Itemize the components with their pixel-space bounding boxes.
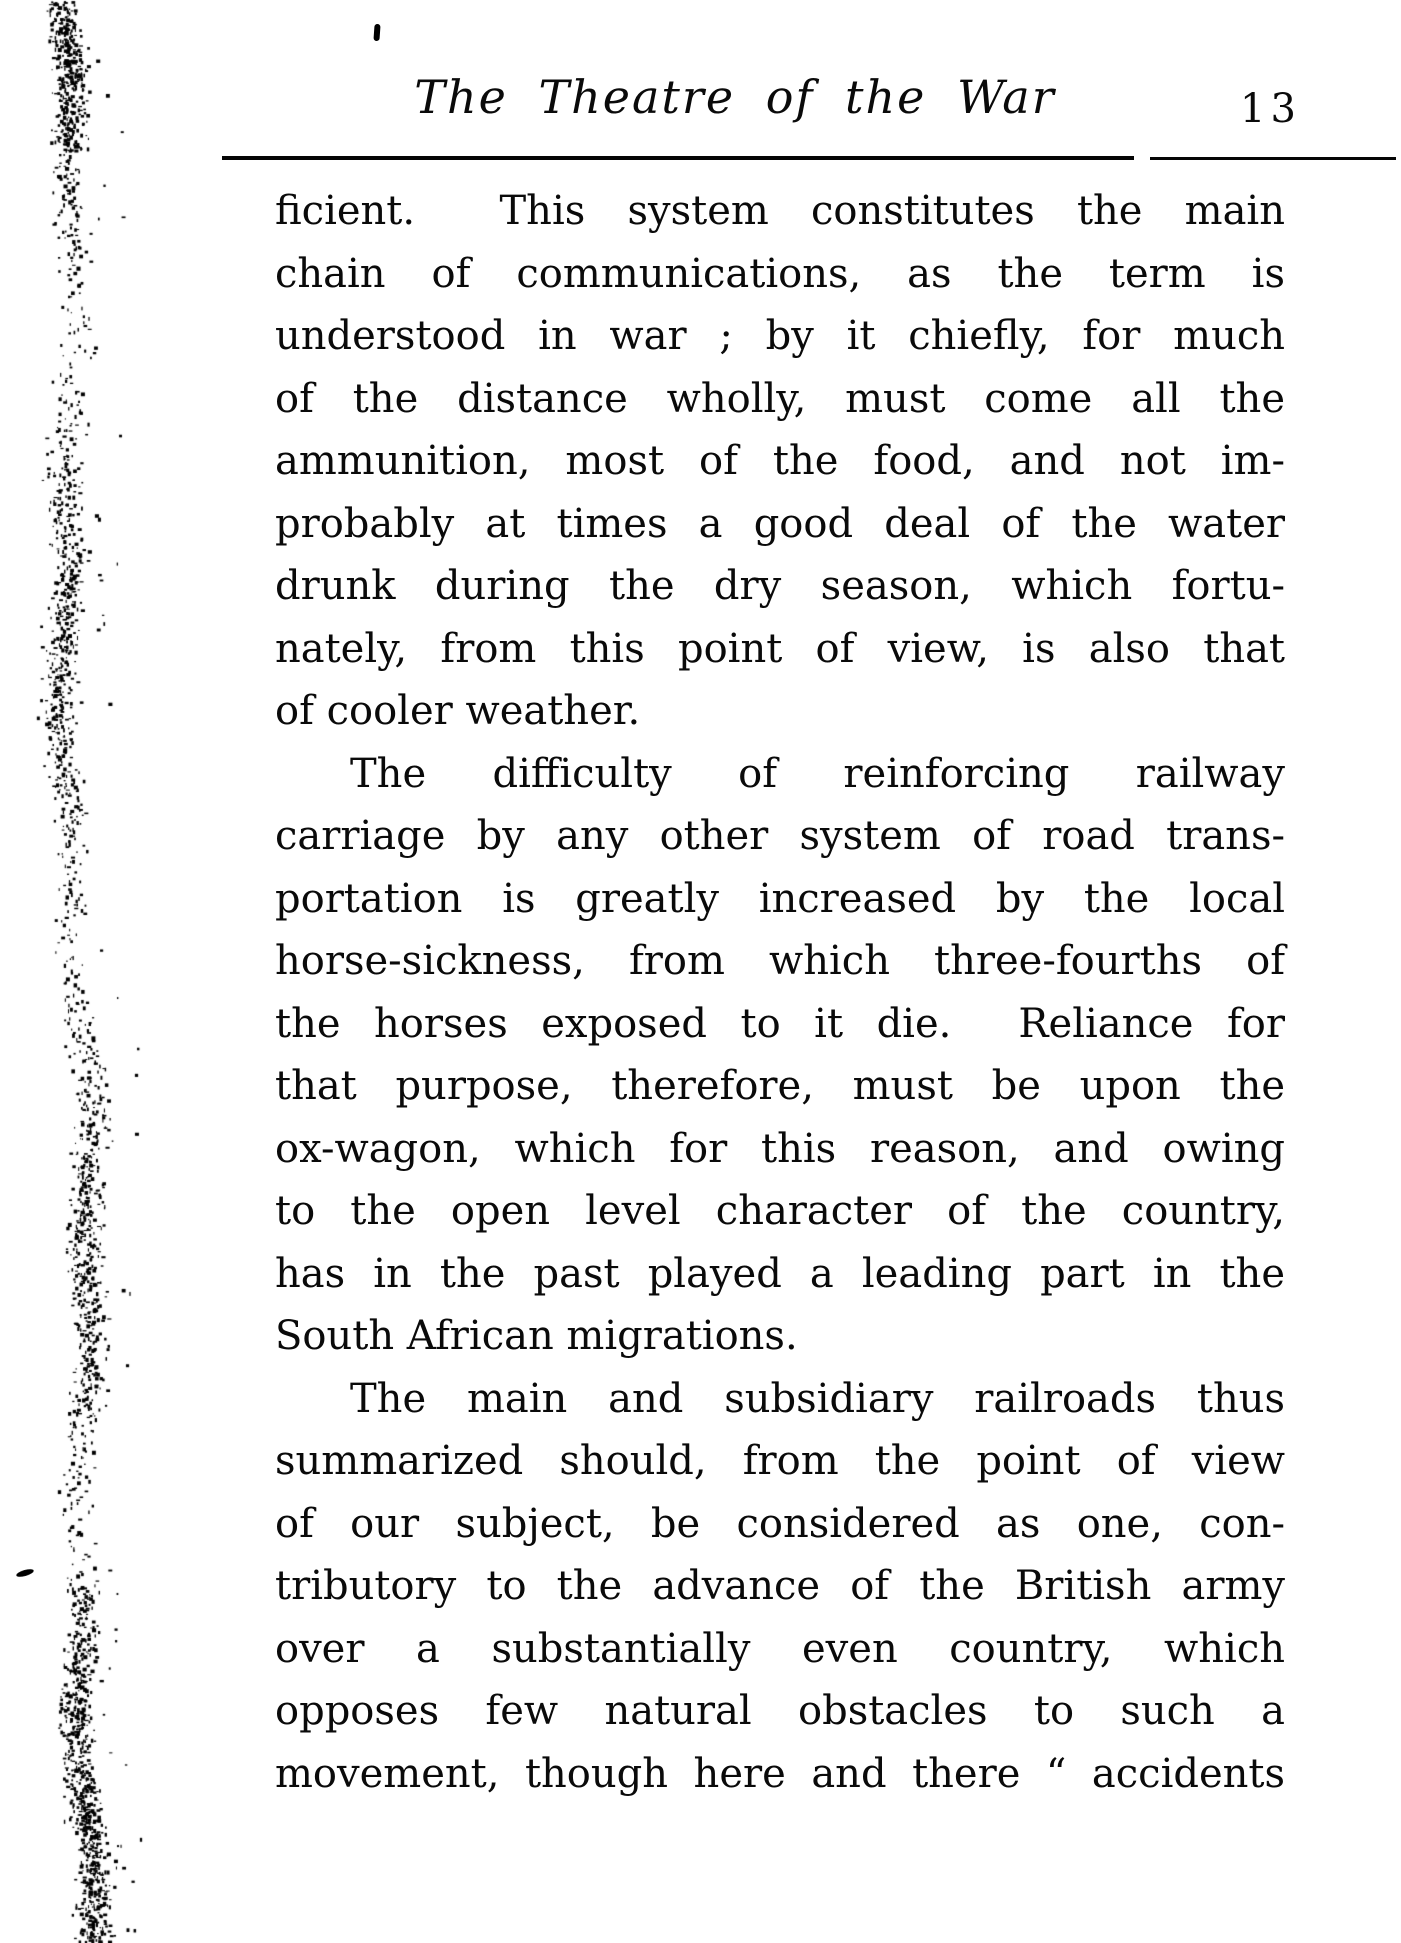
text-line: understood in war ; by it chiefly, for much xyxy=(275,313,1285,359)
text-line: movement, though here and there “ accidents xyxy=(275,1750,1285,1797)
text-line: The difficulty of reinforcing railway xyxy=(350,750,1285,797)
text-line: of our subject, be considered as one, con- xyxy=(275,1500,1285,1547)
text-line: that purpose, therefore, must be upon the xyxy=(275,1063,1285,1109)
text-line: ox-wagon, which for this reason, and owing xyxy=(275,1125,1285,1172)
page-number: 13 xyxy=(1240,86,1301,132)
text-line: The main and subsidiary railroads thus xyxy=(350,1375,1285,1422)
header-rule xyxy=(222,156,1134,160)
text-line: portation is greatly increased by the local xyxy=(275,875,1285,922)
text-line: ammunition, most of the food, and not im- xyxy=(275,438,1285,484)
running-header xyxy=(0,0,1401,160)
text-line: opposes few natural obstacles to such a xyxy=(275,1688,1285,1734)
text-line: has in the past played a leading part in the xyxy=(275,1250,1285,1297)
header-rule xyxy=(1150,157,1396,160)
text-line: to the open level character of the country, xyxy=(275,1188,1285,1234)
text-line: carriage by any other system of road trans- xyxy=(275,813,1285,859)
text-line: nately, from this point of view, is also that xyxy=(275,625,1285,672)
text-line: drunk during the dry season, which fortu- xyxy=(275,563,1285,609)
text-line: tributory to the advance of the British army xyxy=(275,1563,1285,1609)
scan-binding-noise xyxy=(0,0,180,1943)
text-block xyxy=(275,180,1285,1805)
text-line: ficient. This system constitutes the main xyxy=(275,188,1285,234)
text-line: summarized should, from the point of view xyxy=(275,1438,1285,1484)
text-line: chain of communications, as the term is xyxy=(275,250,1285,297)
text-line: over a substantially even country, which xyxy=(275,1625,1285,1672)
text-line: probably at times a good deal of the water xyxy=(275,500,1285,547)
text-line: of cooler weather. xyxy=(275,688,641,734)
text-line: the horses exposed to it die. Reliance for xyxy=(275,1000,1285,1047)
scan-speck-icon xyxy=(373,24,380,41)
text-line: of the distance wholly, must come all the xyxy=(275,375,1285,422)
header-title: The Theatre of the War xyxy=(414,70,1056,124)
text-line: horse-sickness, from which three-fourths of xyxy=(275,938,1285,984)
text-line: South African migrations. xyxy=(275,1313,798,1359)
